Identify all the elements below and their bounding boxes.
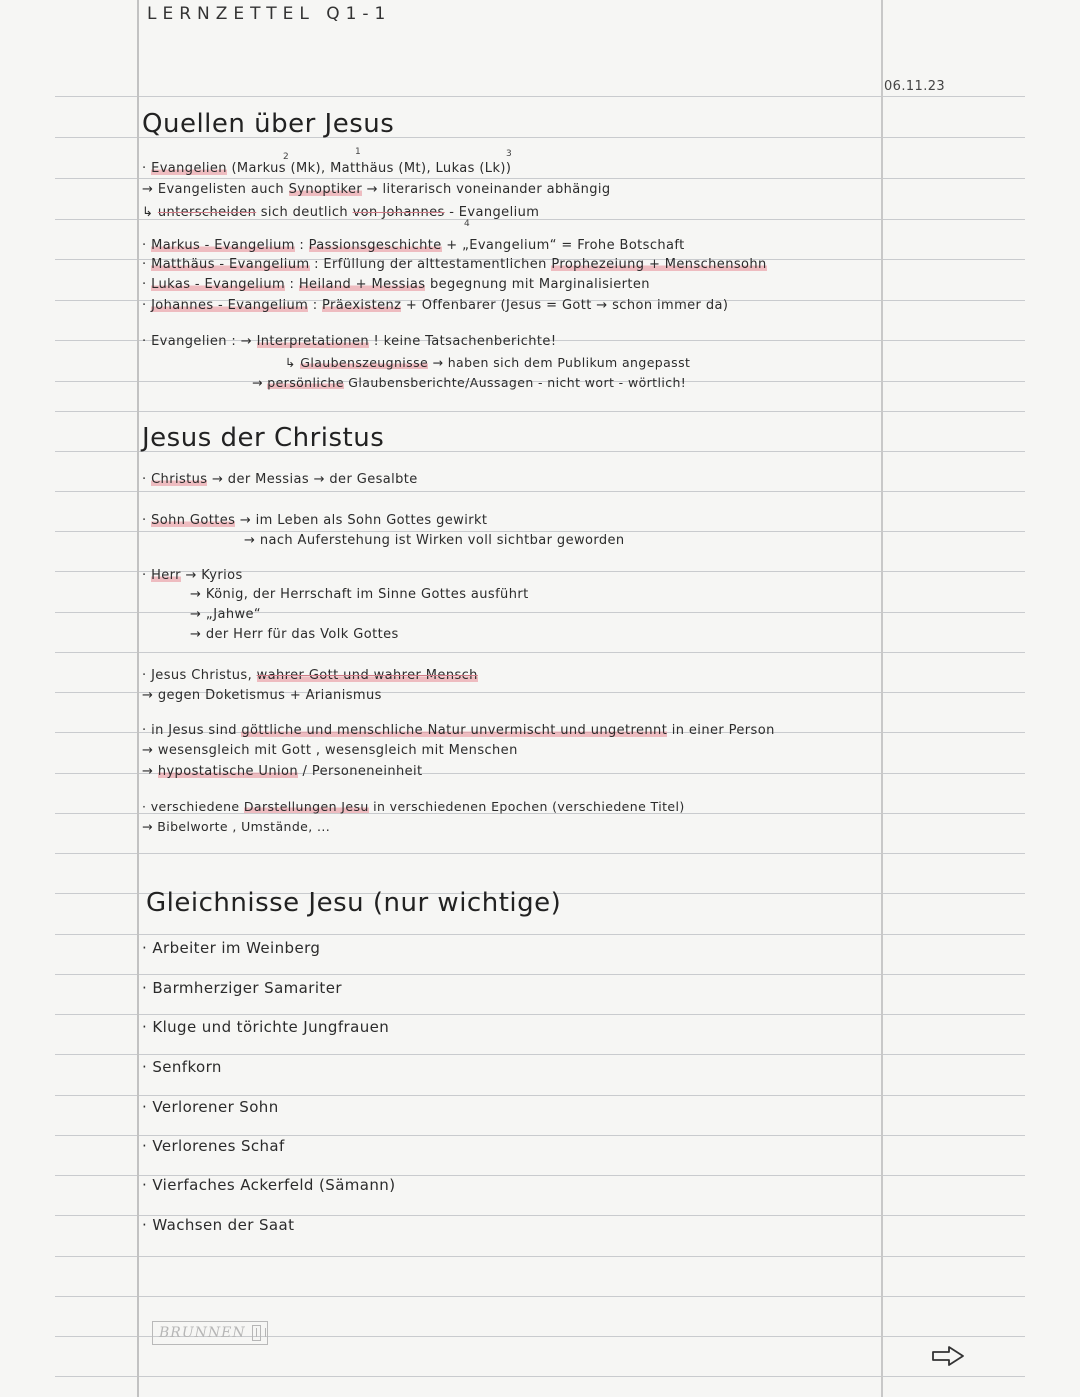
page-title: LERNZETTEL Q1-1 (147, 4, 392, 24)
number-label: 2 (283, 152, 289, 162)
list-item: · Verlorenes Schaf (142, 1137, 285, 1155)
note-line: · Christus → der Messias → der Gesalbte (142, 472, 418, 487)
ruled-line (55, 1376, 1025, 1377)
ruled-line (55, 853, 1025, 854)
note-line: · verschiedene Darstellungen Jesu in verschiedenen Epochen (verschiedene Titel) (142, 799, 685, 814)
date: 06.11.23 (884, 79, 946, 94)
ruled-line (55, 1014, 1025, 1015)
note-line: · Markus - Evangelium : Passionsgeschichte + „Evangelium“ = Frohe Botschaft (142, 238, 685, 253)
section-title: Jesus der Christus (142, 423, 385, 453)
brand-logo (152, 1321, 268, 1345)
number-label: 1 (355, 147, 361, 157)
note-line: → hypostatische Union / Personeneinheit (142, 764, 423, 779)
ruled-line (55, 652, 1025, 653)
note-line: · Herr → Kyrios (142, 568, 243, 583)
ruled-line (55, 1095, 1025, 1096)
note-line: · Sohn Gottes → im Leben als Sohn Gottes gewirkt (142, 513, 488, 528)
note-line: · Johannes - Evangelium : Präexistenz + Offenbarer (Jesus = Gott → schon immer da) (142, 298, 729, 313)
note-line: → persönliche Glaubensberichte/Aussagen - nicht wort - wörtlich! (252, 375, 687, 390)
note-line: → gegen Doketismus + Arianismus (142, 688, 382, 703)
note-line: ↳ Glaubenszeugnisse → haben sich dem Publikum angepasst (285, 355, 691, 370)
right-arrow-icon[interactable] (930, 1344, 966, 1368)
note-line: · Jesus Christus, wahrer Gott und wahrer Mensch (142, 668, 478, 683)
section-title: Quellen über Jesus (142, 109, 395, 139)
brand-name: BRUNNEN (159, 1325, 246, 1341)
ruled-line (55, 1296, 1025, 1297)
list-item: · Vierfaches Ackerfeld (Sämann) (142, 1176, 396, 1194)
brunnen-logo-icon (252, 1325, 261, 1341)
ruled-line (55, 491, 1025, 492)
note-line: → Evangelisten auch Synoptiker → literarisch voneinander abhängig (142, 182, 611, 197)
note-line: ↳ unterscheiden sich deutlich von Johannes - Evangelium (142, 205, 540, 220)
note-line: → der Herr für das Volk Gottes (190, 627, 399, 642)
note-line: · in Jesus sind göttliche und menschliche Natur unvermischt und ungetrennt in einer Person (142, 723, 775, 738)
list-item: · Kluge und törichte Jungfrauen (142, 1018, 390, 1036)
ruled-line (55, 531, 1025, 532)
ruled-line (55, 1054, 1025, 1055)
list-item: · Wachsen der Saat (142, 1216, 295, 1234)
right-margin-line (881, 0, 883, 1397)
note-line: → König, der Herrschaft im Sinne Gottes ausführt (190, 587, 529, 602)
ruled-line (55, 178, 1025, 179)
ruled-line (55, 96, 1025, 97)
note-line: → nach Auferstehung ist Wirken voll sichtbar geworden (244, 533, 625, 548)
section-title: Gleichnisse Jesu (nur wichtige) (146, 888, 562, 918)
ruled-line (55, 934, 1025, 935)
ruled-line (55, 1256, 1025, 1257)
list-item: · Barmherziger Samariter (142, 979, 342, 997)
note-line: → wesensgleich mit Gott , wesensgleich mit Menschen (142, 743, 518, 758)
list-item: · Arbeiter im Weinberg (142, 939, 321, 957)
ruled-line (55, 411, 1025, 412)
number-label: 3 (506, 149, 512, 159)
note-line: · Lukas - Evangelium : Heiland + Messias begegnung mit Marginalisierten (142, 277, 650, 292)
number-label: 4 (464, 219, 470, 229)
note-line: · Evangelien (Markus (Mk), Matthäus (Mt), Lukas (Lk)) (142, 161, 512, 176)
note-line: → Bibelworte , Umstände, ... (142, 819, 331, 834)
list-item: · Verlorener Sohn (142, 1098, 279, 1116)
note-line: · Evangelien : → Interpretationen ! keine Tatsachenberichte! (142, 334, 557, 349)
ruled-line (55, 974, 1025, 975)
ruled-line (55, 1135, 1025, 1136)
left-margin-line (137, 0, 139, 1397)
note-line: · Matthäus - Evangelium : Erfüllung der alttestamentlichen Prophezeiung + Menschensohn (142, 257, 767, 272)
list-item: · Senfkorn (142, 1058, 222, 1076)
note-line: → „Jahwe“ (190, 607, 262, 622)
